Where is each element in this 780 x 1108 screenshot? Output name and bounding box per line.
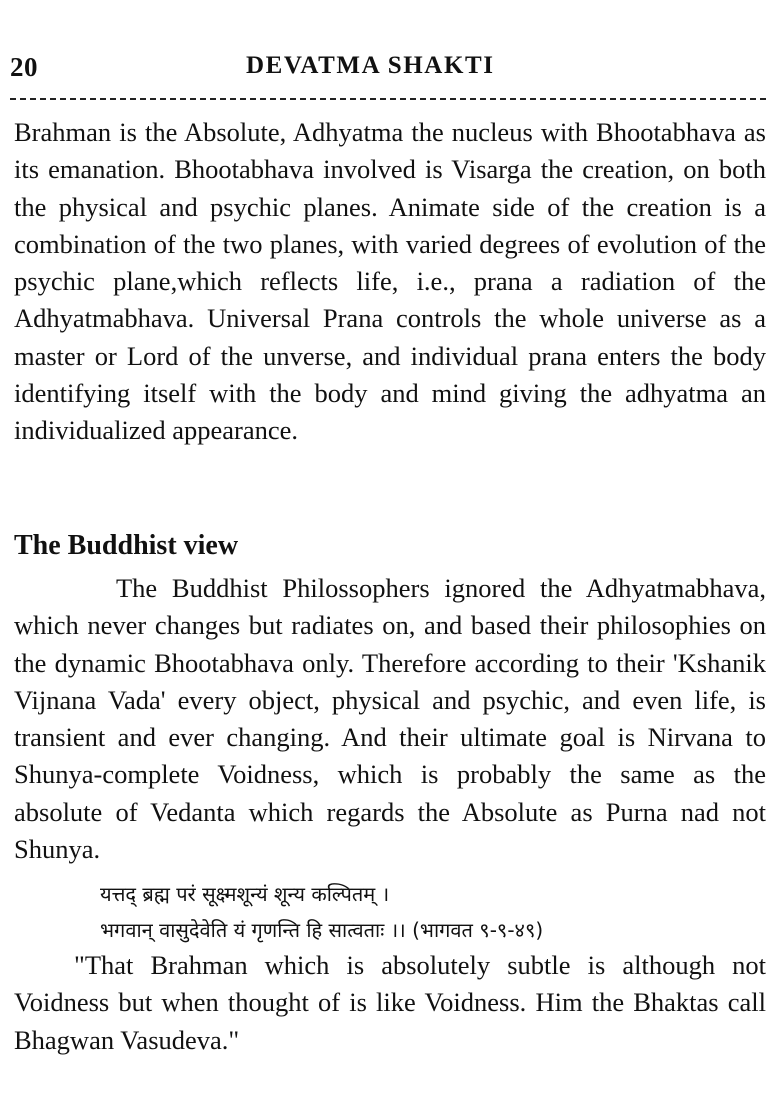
sanskrit-verse-text: भगवान् वासुदेवेति यं गृणन्ति हि सात्वताः ।। xyxy=(100,918,406,942)
sanskrit-verse-line-2 xyxy=(100,916,543,943)
paragraph-brahman: Brahman is the Absolute, Adhyatma the nucleus with Bhootabhava as its emanation. Bhootabhava involved is Visarga the creation, on both the physical and psychic planes. Animate side of the creation is a combination of the two planes, with varied degrees of evolution of the psychic plane,which reflects life, i.e., prana a radiation of the Adhyatmabhava. Universal Prana controls the whole universe as a master or Lord of the unverse, and individual prana enters the body identifying itself with the body and mind giving the adhyatma an individualized appearance. xyxy=(14,117,766,446)
header-divider xyxy=(10,98,766,100)
paragraph-buddhist-view: The Buddhist Philossophers ignored the Adhyatmabhava, which never changes but radiates on, and based their philosophies on the dynamic Bhootabhava only. Therefore according to their 'Kshanik Vijnana Vada' every object, physical and psychic, and even life, is transient and ever changing. And their ultimate goal is Nirvana to Shunya-complete Voidness, which is probably the same as the absolute of Vedanta which regards the Absolute as Purna nad not Shunya. xyxy=(14,573,766,865)
paragraph-verse-translation: "That Brahman which is absolutely subtle is although not Voidness but when thought of is like Voidness. Him the Bhaktas call Bhagwan Vasudeva." xyxy=(14,950,766,1055)
page-header xyxy=(10,52,766,86)
section-heading: The Buddhist view xyxy=(14,530,239,561)
page-number: 20 xyxy=(10,52,38,82)
sanskrit-verse-line-1: यत्तद् ब्रह्म परं सूक्ष्मशून्यं शून्य कल्पितम् । xyxy=(100,882,390,906)
running-title: DEVATMA SHAKTI xyxy=(246,52,495,79)
verse-reference: (भागवत ९-९-४९) xyxy=(412,918,544,942)
